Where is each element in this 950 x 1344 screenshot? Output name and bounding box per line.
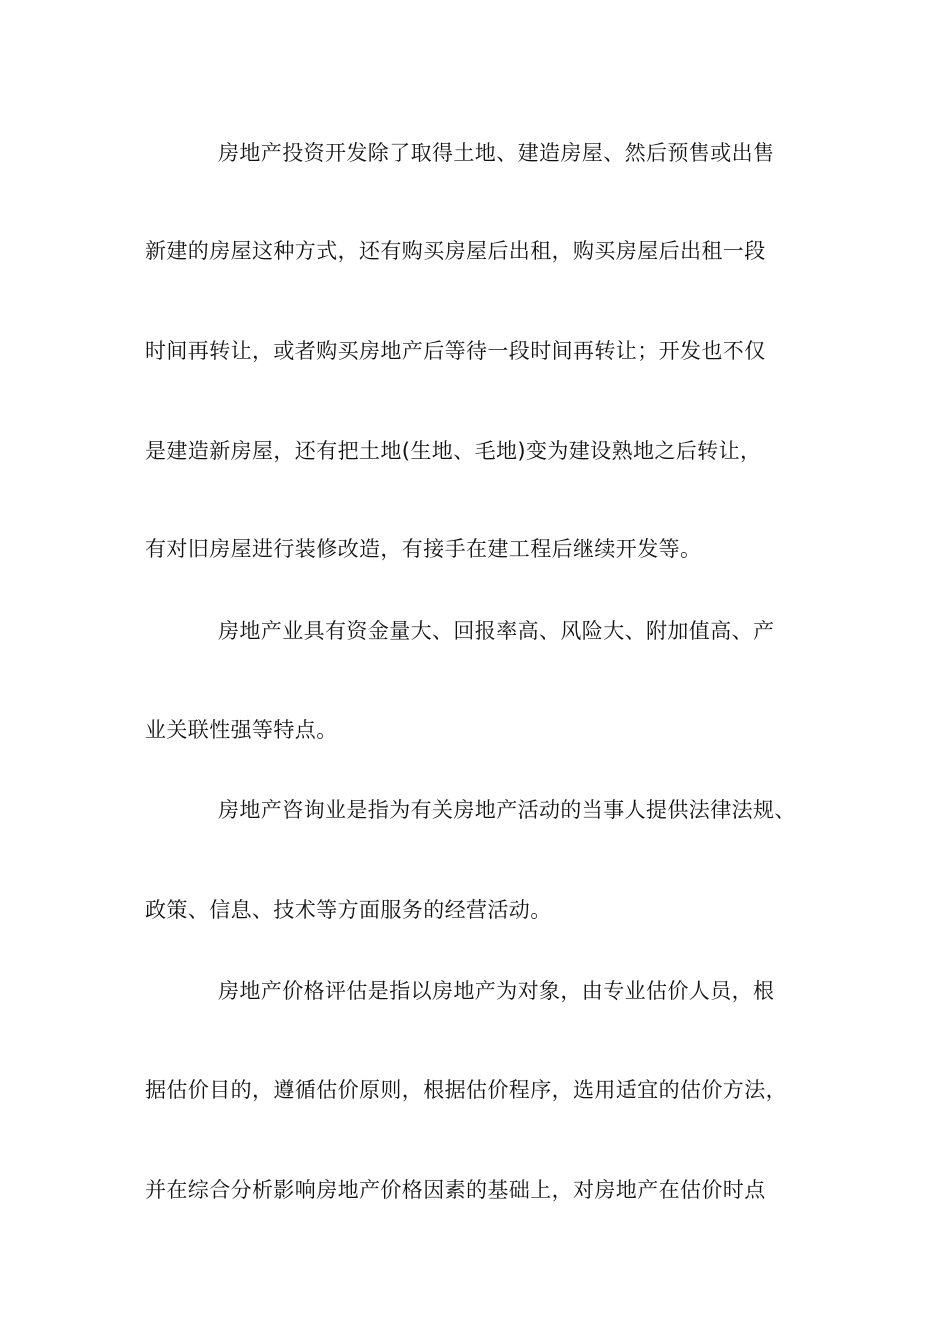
paragraph-4-line-1: 房地产价格评估是指以房地产为对象，由专业估价人员，根 (218, 979, 775, 1003)
paragraph-1-line-4: 是建造新房屋，还有把土地(生地、毛地)变为建设熟地之后转让， (145, 439, 762, 463)
paragraph-2-line-2: 业关联性强等特点。 (145, 718, 338, 742)
paragraph-1-line-1: 房地产投资开发除了取得土地、建造房屋、然后预售或出售 (218, 141, 775, 165)
paragraph-3-line-1: 房地产咨询业是指为有关房地产活动的当事人提供法律法规、 (218, 798, 796, 822)
paragraph-1-line-2: 新建的房屋这种方式，还有购买房屋后出租，购买房屋后出租一段 (145, 239, 766, 263)
paragraph-3-line-2: 政策、信息、技术等方面服务的经营活动。 (145, 898, 552, 922)
paragraph-1-line-5: 有对旧房屋进行装修改造，有接手在建工程后继续开发等。 (145, 537, 702, 561)
paragraph-2-line-1: 房地产业具有资金量大、回报率高、风险大、附加值高、产 (218, 619, 775, 643)
paragraph-1-line-3: 时间再转让，或者购买房地产后等待一段时间再转让；开发也不仅 (145, 339, 766, 363)
paragraph-4-line-2: 据估价目的，遵循估价原则，根据估价程序，选用适宜的估价方法， (145, 1078, 787, 1102)
paragraph-4-line-3: 并在综合分析影响房地产价格因素的基础上，对房地产在估价时点 (145, 1178, 766, 1202)
